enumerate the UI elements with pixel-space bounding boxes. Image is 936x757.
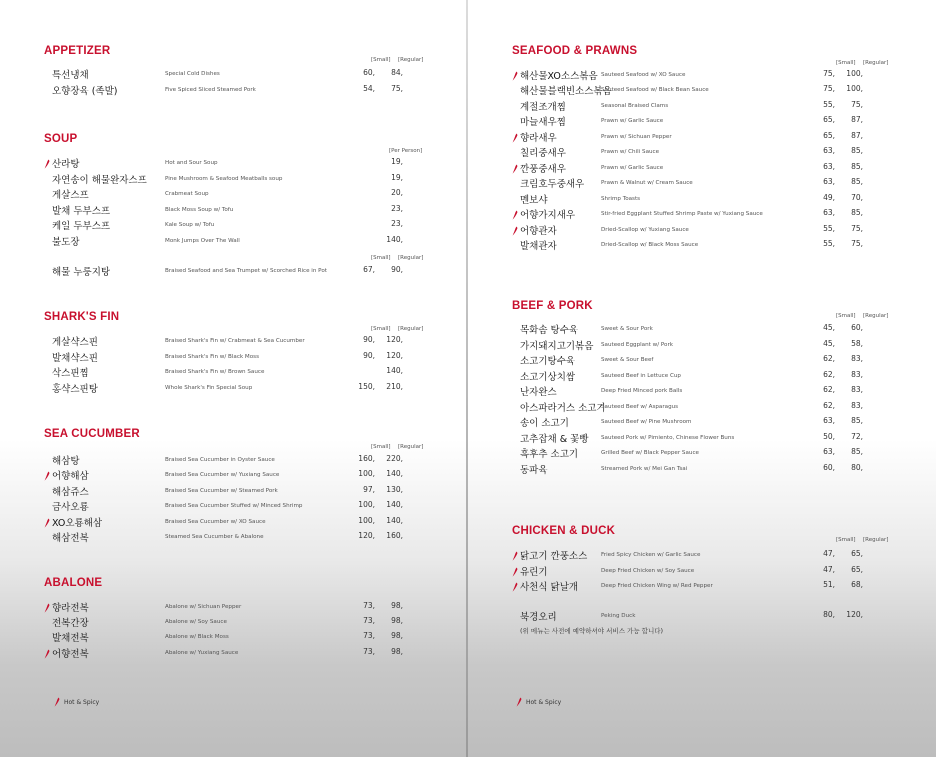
menu-item-row	[44, 530, 464, 545]
menu-item-row	[44, 615, 464, 630]
item-english-name: Sauteed Eggplant w/ Pork	[601, 341, 673, 348]
price-small: 150,	[358, 381, 375, 391]
price-small: 60,	[823, 462, 835, 472]
price-small: 63,	[823, 416, 835, 425]
item-english-name: Steamed Sea Cucumber & Abalone	[165, 534, 264, 540]
price-per-person: 23,	[391, 203, 403, 213]
menu-right-page	[468, 0, 936, 757]
price-regular: 80,	[851, 462, 863, 472]
menu-item-row	[512, 192, 932, 207]
price-per-person: 19,	[391, 157, 403, 166]
hot-and-spicy-chili-icon	[44, 649, 50, 659]
price-regular: 98,	[391, 601, 403, 610]
item-korean-name: 발채 두부스프	[52, 205, 111, 217]
price-per-person: 140,	[386, 235, 403, 244]
menu-item-row	[44, 646, 464, 661]
price-regular: 85,	[851, 161, 863, 171]
price-small: 73,	[363, 601, 375, 610]
item-korean-name: 흑후추 소고기	[520, 449, 579, 460]
item-korean-name: 게살샥스핀	[52, 337, 98, 348]
menu-item-row	[512, 130, 932, 145]
menu-item-row	[512, 353, 932, 368]
price-small: 63,	[823, 146, 835, 156]
menu-item-row	[512, 322, 932, 337]
price-regular: 58,	[851, 338, 863, 348]
item-korean-name: 소고기상치쌈	[520, 371, 576, 383]
menu-item-row	[512, 338, 932, 353]
column-header-small: [Small]	[836, 60, 856, 66]
menu-item-row	[44, 515, 464, 530]
price-regular: 140,	[386, 366, 403, 376]
item-english-name: Prawn w/ Garlic Sauce	[601, 164, 664, 171]
price-regular: 75,	[391, 84, 403, 93]
hot-and-spicy-chili-icon	[516, 697, 522, 707]
menu-item-row	[44, 264, 464, 279]
item-korean-name: 고추잡채 & 꽃빵	[520, 433, 589, 445]
item-english-name: Seasonal Braised Clams	[601, 102, 669, 109]
item-english-name: Dried-Scallop w/ Yuxiang Sauce	[601, 226, 689, 233]
price-small: 49,	[823, 192, 835, 202]
price-regular: 98,	[391, 646, 403, 656]
item-english-name: Shrimp Toasts	[601, 195, 641, 202]
item-english-name: Peking Duck	[601, 613, 636, 619]
legend-label: Hot & Spicy	[64, 699, 100, 706]
item-english-name: Sauteed Beef in Lettuce Cup	[601, 372, 681, 379]
item-korean-name: 동파육	[520, 464, 548, 476]
item-korean-name: 칠리중새우	[520, 148, 566, 160]
price-small: 55,	[823, 238, 835, 248]
price-regular: 75,	[851, 238, 863, 248]
menu-item-row	[44, 630, 464, 645]
item-english-name: Special Cold Dishes	[165, 71, 220, 77]
price-small: 75,	[823, 84, 835, 94]
price-regular: 220,	[386, 454, 403, 463]
item-english-name: Deep Fried Minced pork Balls	[601, 388, 683, 394]
price-regular: 65,	[851, 549, 863, 558]
menu-item-row	[44, 468, 464, 483]
price-small: 45,	[823, 338, 835, 348]
column-header-per-person: [Per Person]	[389, 148, 423, 154]
item-korean-name: 발채관자	[520, 240, 557, 252]
item-korean-name: 어향해삼	[52, 471, 89, 483]
menu-item-row	[512, 161, 932, 176]
menu-item-row	[512, 415, 932, 430]
column-header-small: [Small]	[836, 537, 856, 543]
price-regular: 210,	[386, 381, 403, 391]
price-regular: 84,	[391, 68, 403, 77]
price-small: 51,	[823, 580, 835, 589]
price-regular: 98,	[391, 616, 403, 626]
price-regular: 160,	[386, 531, 403, 540]
price-small: 100,	[358, 500, 375, 510]
price-small: 100,	[358, 469, 375, 479]
item-english-name: Whole Shark's Fin Special Soup	[165, 384, 253, 391]
hot-and-spicy-chili-icon	[54, 697, 60, 707]
price-small: 60,	[363, 68, 375, 77]
menu-item-row	[512, 176, 932, 191]
item-english-name: Streamed Pork w/ Mei Gan Tsai	[601, 465, 688, 472]
hot-and-spicy-chili-icon	[512, 582, 518, 592]
price-regular: 68,	[851, 580, 863, 589]
price-regular: 120,	[386, 335, 403, 344]
menu-item-row	[44, 381, 464, 396]
item-english-name: Sauteed Seafood w/ XO Sauce	[601, 72, 686, 78]
item-english-name: Braised Shark's Fin w/ Brown Sauce	[165, 369, 265, 376]
price-small: 62,	[823, 354, 835, 363]
price-regular: 75,	[851, 99, 863, 109]
item-korean-name: 북경오리	[520, 612, 557, 623]
item-english-name: Abalone w/ Soy Sauce	[165, 619, 227, 626]
item-english-name: Black Moss Soup w/ Tofu	[165, 206, 234, 213]
price-regular: 75,	[851, 223, 863, 233]
price-small: 62,	[823, 385, 835, 394]
item-english-name: Prawn w/ Sichuan Pepper	[601, 133, 672, 140]
section-title: ABALONE	[44, 577, 103, 589]
reservation-note: (위 메뉴는 사전에 예약하셔야 서비스 가능 합니다)	[520, 627, 664, 635]
menu-item-row	[512, 384, 932, 399]
column-header-small: [Small]	[371, 444, 391, 450]
item-english-name: Abalone w/ Sichuan Pepper	[165, 604, 242, 610]
menu-item-row	[44, 156, 464, 171]
menu-item-row	[44, 67, 464, 82]
item-korean-name: 전복간장	[52, 618, 89, 630]
item-korean-name: 해산물XO소스볶음	[520, 71, 598, 82]
menu-item-row	[512, 223, 932, 238]
price-small: 62,	[823, 400, 835, 410]
menu-item-row	[44, 499, 464, 514]
item-english-name: Crabmeat Soup	[165, 191, 209, 198]
item-korean-name: 게살스프	[52, 190, 89, 202]
menu-item-row	[512, 114, 932, 129]
section-title: SEA CUCUMBER	[44, 428, 140, 440]
menu-item-row	[512, 99, 932, 114]
menu-left-page	[0, 0, 466, 757]
item-korean-name: 발채전복	[52, 633, 89, 645]
price-regular: 85,	[851, 208, 863, 218]
item-korean-name: 닭고기 깐풍소스	[520, 551, 588, 562]
item-english-name: Braised Seafood and Sea Trumpet w/ Scorched Rice in Pot	[165, 268, 327, 274]
item-korean-name: 멘보샤	[520, 194, 548, 206]
price-small: 100,	[358, 515, 375, 525]
price-small: 73,	[363, 646, 375, 656]
item-english-name: Braised Sea Cucumber w/ Yuxiang Sauce	[165, 472, 280, 479]
item-english-name: Braised Shark's Fin w/ Crabmeat & Sea Cucumber	[165, 338, 305, 344]
menu-item-row	[44, 172, 464, 187]
item-korean-name: 마늘새우찜	[520, 117, 566, 129]
item-english-name: Braised Sea Cucumber in Oyster Sauce	[165, 457, 275, 463]
item-english-name: Kale Soup w/ Tofu	[165, 222, 215, 229]
price-small: 65,	[823, 130, 835, 140]
item-korean-name: 사천식 닭날개	[520, 582, 579, 593]
price-regular: 120,	[846, 610, 863, 619]
price-regular: 140,	[386, 469, 403, 479]
column-header-regular: [Regular]	[863, 313, 889, 319]
menu-item-row	[44, 203, 464, 218]
menu-item-row	[44, 187, 464, 202]
item-english-name: Braised Sea Cucumber Stuffed w/ Minced Shrimp	[165, 503, 303, 510]
item-english-name: Fried Spicy Chicken w/ Garlic Sauce	[601, 552, 701, 558]
item-korean-name: 홍샥스핀탕	[52, 383, 98, 395]
item-korean-name: 유린기	[520, 566, 548, 578]
price-small: 47,	[823, 549, 835, 558]
menu-item-row	[512, 238, 932, 253]
price-per-person: 19,	[391, 172, 403, 182]
section-title: APPETIZER	[44, 45, 111, 57]
price-small: 62,	[823, 369, 835, 379]
menu-item-row	[44, 83, 464, 98]
item-english-name: Sweet & Sour Pork	[601, 326, 653, 332]
item-english-name: Prawn w/ Chili Sauce	[601, 149, 660, 156]
price-per-person: 23,	[391, 219, 403, 229]
menu-item-row	[44, 365, 464, 380]
item-korean-name: 오향장육 (족발)	[52, 86, 118, 97]
hot-and-spicy-chili-icon	[512, 567, 518, 577]
hot-and-spicy-chili-icon	[512, 133, 518, 143]
menu-item-row	[512, 431, 932, 446]
hot-and-spicy-chili-icon	[44, 159, 50, 169]
price-regular: 72,	[851, 431, 863, 441]
price-regular: 83,	[851, 385, 863, 394]
item-korean-name: 해삼탕	[52, 456, 80, 467]
item-english-name: Grilled Beef w/ Black Pepper Sauce	[601, 450, 699, 456]
section-title: SEAFOOD & PRAWNS	[512, 45, 638, 57]
section-title: CHICKEN & DUCK	[512, 525, 616, 537]
menu-item-row	[512, 145, 932, 160]
menu-item-row	[44, 350, 464, 365]
menu-item-row	[512, 68, 932, 83]
price-small: 63,	[823, 208, 835, 218]
item-korean-name: XO오룡해삼	[52, 517, 103, 529]
hot-and-spicy-chili-icon	[512, 226, 518, 236]
price-small: 120,	[358, 531, 375, 540]
price-regular: 85,	[851, 447, 863, 456]
price-small: 63,	[823, 447, 835, 456]
menu-item-row	[44, 234, 464, 249]
item-korean-name: 해산물블랙빈소스볶음	[520, 86, 612, 98]
column-header-regular: [Regular]	[398, 444, 424, 450]
price-small: 50,	[823, 431, 835, 441]
menu-item-row	[44, 453, 464, 468]
item-korean-name: 어향관자	[520, 225, 557, 237]
item-english-name: Pine Mushroom & Seafood Meatballs soup	[165, 175, 283, 182]
item-english-name: Sauteed Pork w/ Pimiento, Chinese Flower Buns	[601, 434, 735, 441]
column-header-regular: [Regular]	[863, 537, 889, 543]
hot-and-spicy-chili-icon	[512, 551, 518, 561]
price-per-person: 20,	[391, 188, 403, 198]
section-title: BEEF & PORK	[512, 300, 593, 312]
column-header-regular: [Regular]	[398, 326, 424, 332]
item-korean-name: 해삼전복	[52, 533, 89, 544]
item-english-name: Braised Shark's Fin w/ Black Moss	[165, 353, 260, 360]
column-header-regular: [Regular]	[863, 60, 889, 66]
item-english-name: Deep Fried Chicken w/ Soy Sauce	[601, 567, 695, 574]
column-header-small: [Small]	[371, 57, 391, 63]
item-english-name: Braised Sea Cucumber w/ XO Sauce	[165, 518, 266, 525]
price-small: 90,	[363, 350, 375, 360]
menu-item-row	[512, 579, 932, 594]
price-regular: 87,	[851, 130, 863, 140]
price-regular: 83,	[851, 354, 863, 363]
item-english-name: Sauteed Seafood w/ Black Bean Sauce	[601, 87, 709, 94]
price-small: 63,	[823, 161, 835, 171]
item-korean-name: 해삼쥬스	[52, 486, 89, 498]
price-small: 54,	[363, 84, 375, 93]
item-english-name: Hot and Sour Soup	[165, 160, 218, 166]
item-english-name: Braised Sea Cucumber w/ Steamed Pork	[165, 487, 278, 494]
price-regular: 70,	[851, 192, 863, 202]
price-regular: 87,	[851, 115, 863, 125]
item-english-name: Stir-fried Eggplant Stuffed Shrimp Paste w/ Yuxiang Sauce	[601, 211, 763, 218]
price-regular: 85,	[851, 416, 863, 425]
menu-item-row	[512, 462, 932, 477]
item-korean-name: 소고기탕수육	[520, 356, 576, 367]
menu-item-row	[512, 548, 932, 563]
item-korean-name: 케일 두부스프	[52, 221, 111, 233]
menu-item-row	[44, 600, 464, 615]
menu-item-row	[44, 218, 464, 233]
column-header-regular: [Regular]	[398, 255, 424, 261]
menu-item-row	[512, 400, 932, 415]
item-english-name: Deep Fried Chicken Wing w/ Red Pepper	[601, 583, 713, 589]
price-regular: 100,	[846, 84, 863, 94]
price-regular: 83,	[851, 400, 863, 410]
item-korean-name: 계절조개찜	[520, 101, 566, 113]
item-english-name: Five Spiced Sliced Steamed Pork	[165, 87, 256, 93]
menu-item-row	[512, 83, 932, 98]
price-small: 75,	[823, 69, 835, 78]
price-regular: 60,	[851, 323, 863, 332]
price-small: 63,	[823, 177, 835, 187]
price-regular: 85,	[851, 146, 863, 156]
item-korean-name: 가지돼지고기볶음	[520, 340, 594, 352]
item-english-name: Monk Jumps Over The Wall	[165, 238, 240, 244]
column-header-small: [Small]	[836, 313, 856, 319]
price-regular: 100,	[846, 69, 863, 78]
item-korean-name: 향라전복	[52, 603, 89, 614]
item-english-name: Prawn & Walnut w/ Cream Sauce	[601, 180, 693, 187]
price-small: 160,	[358, 454, 375, 463]
hot-and-spicy-chili-icon	[44, 471, 50, 481]
item-korean-name: 삭스핀찜	[52, 368, 89, 380]
menu-item-row	[44, 484, 464, 499]
item-korean-name: 해물 누룽지탕	[52, 267, 111, 278]
hot-and-spicy-chili-icon	[512, 210, 518, 220]
price-small: 73,	[363, 616, 375, 626]
item-korean-name: 특선냉채	[52, 70, 89, 81]
price-small: 45,	[823, 323, 835, 332]
item-korean-name: 산라탕	[52, 159, 80, 170]
item-korean-name: 어향가지새우	[520, 210, 576, 222]
price-small: 67,	[363, 265, 375, 274]
column-header-regular: [Regular]	[398, 57, 424, 63]
item-english-name: Dried-Scallop w/ Black Moss Sauce	[601, 241, 699, 248]
section-title: SHARK'S FIN	[44, 311, 120, 323]
menu-item-row	[512, 609, 932, 624]
price-small: 97,	[363, 484, 375, 494]
item-korean-name: 금사오룡	[52, 502, 89, 514]
item-english-name: Sauteed Beef w/ Asparagus	[601, 403, 679, 410]
price-regular: 98,	[391, 631, 403, 641]
item-english-name: Abalone w/ Black Moss	[165, 634, 229, 641]
price-small: 90,	[363, 335, 375, 344]
item-korean-name: 아스파라거스 소고기	[520, 402, 606, 414]
item-english-name: Prawn w/ Garlic Sauce	[601, 118, 664, 125]
menu-item-row	[512, 207, 932, 222]
price-regular: 65,	[851, 564, 863, 574]
menu-item-row	[512, 564, 932, 579]
price-small: 73,	[363, 631, 375, 641]
item-korean-name: 깐풍중새우	[520, 163, 566, 175]
section-title: SOUP	[44, 133, 78, 145]
price-small: 55,	[823, 99, 835, 109]
item-korean-name: 목화솜 탕수육	[520, 325, 579, 336]
item-korean-name: 어향전복	[52, 648, 89, 660]
hot-and-spicy-chili-icon	[44, 603, 50, 613]
menu-item-row	[44, 334, 464, 349]
price-small: 80,	[823, 610, 835, 619]
price-regular: 90,	[391, 265, 403, 274]
hot-and-spicy-chili-icon	[512, 164, 518, 174]
hot-and-spicy-chili-icon	[512, 71, 518, 81]
hot-and-spicy-chili-icon	[44, 518, 50, 528]
price-regular: 83,	[851, 369, 863, 379]
item-korean-name: 발채샥스핀	[52, 352, 98, 364]
price-regular: 120,	[386, 350, 403, 360]
item-korean-name: 향라새우	[520, 132, 557, 144]
price-regular: 130,	[386, 484, 403, 494]
column-header-small: [Small]	[371, 255, 391, 261]
column-header-small: [Small]	[371, 326, 391, 332]
item-korean-name: 크림호두중새우	[520, 179, 585, 191]
menu-item-row	[512, 446, 932, 461]
price-small: 55,	[823, 223, 835, 233]
item-english-name: Sauteed Beef w/ Pine Mushroom	[601, 419, 692, 425]
menu-item-row	[512, 369, 932, 384]
item-korean-name: 불도장	[52, 237, 80, 248]
item-korean-name: 난자완스	[520, 387, 557, 398]
item-korean-name: 자연송이 해물완자스프	[52, 174, 147, 186]
item-english-name: Sweet & Sour Beef	[601, 357, 654, 363]
price-regular: 140,	[386, 500, 403, 510]
price-regular: 140,	[386, 515, 403, 525]
legend-label: Hot & Spicy	[526, 699, 562, 706]
price-small: 65,	[823, 115, 835, 125]
item-korean-name: 송이 소고기	[520, 418, 569, 429]
price-small: 47,	[823, 564, 835, 574]
item-english-name: Abalone w/ Yuxiang Sauce	[165, 649, 239, 656]
price-regular: 85,	[851, 177, 863, 187]
